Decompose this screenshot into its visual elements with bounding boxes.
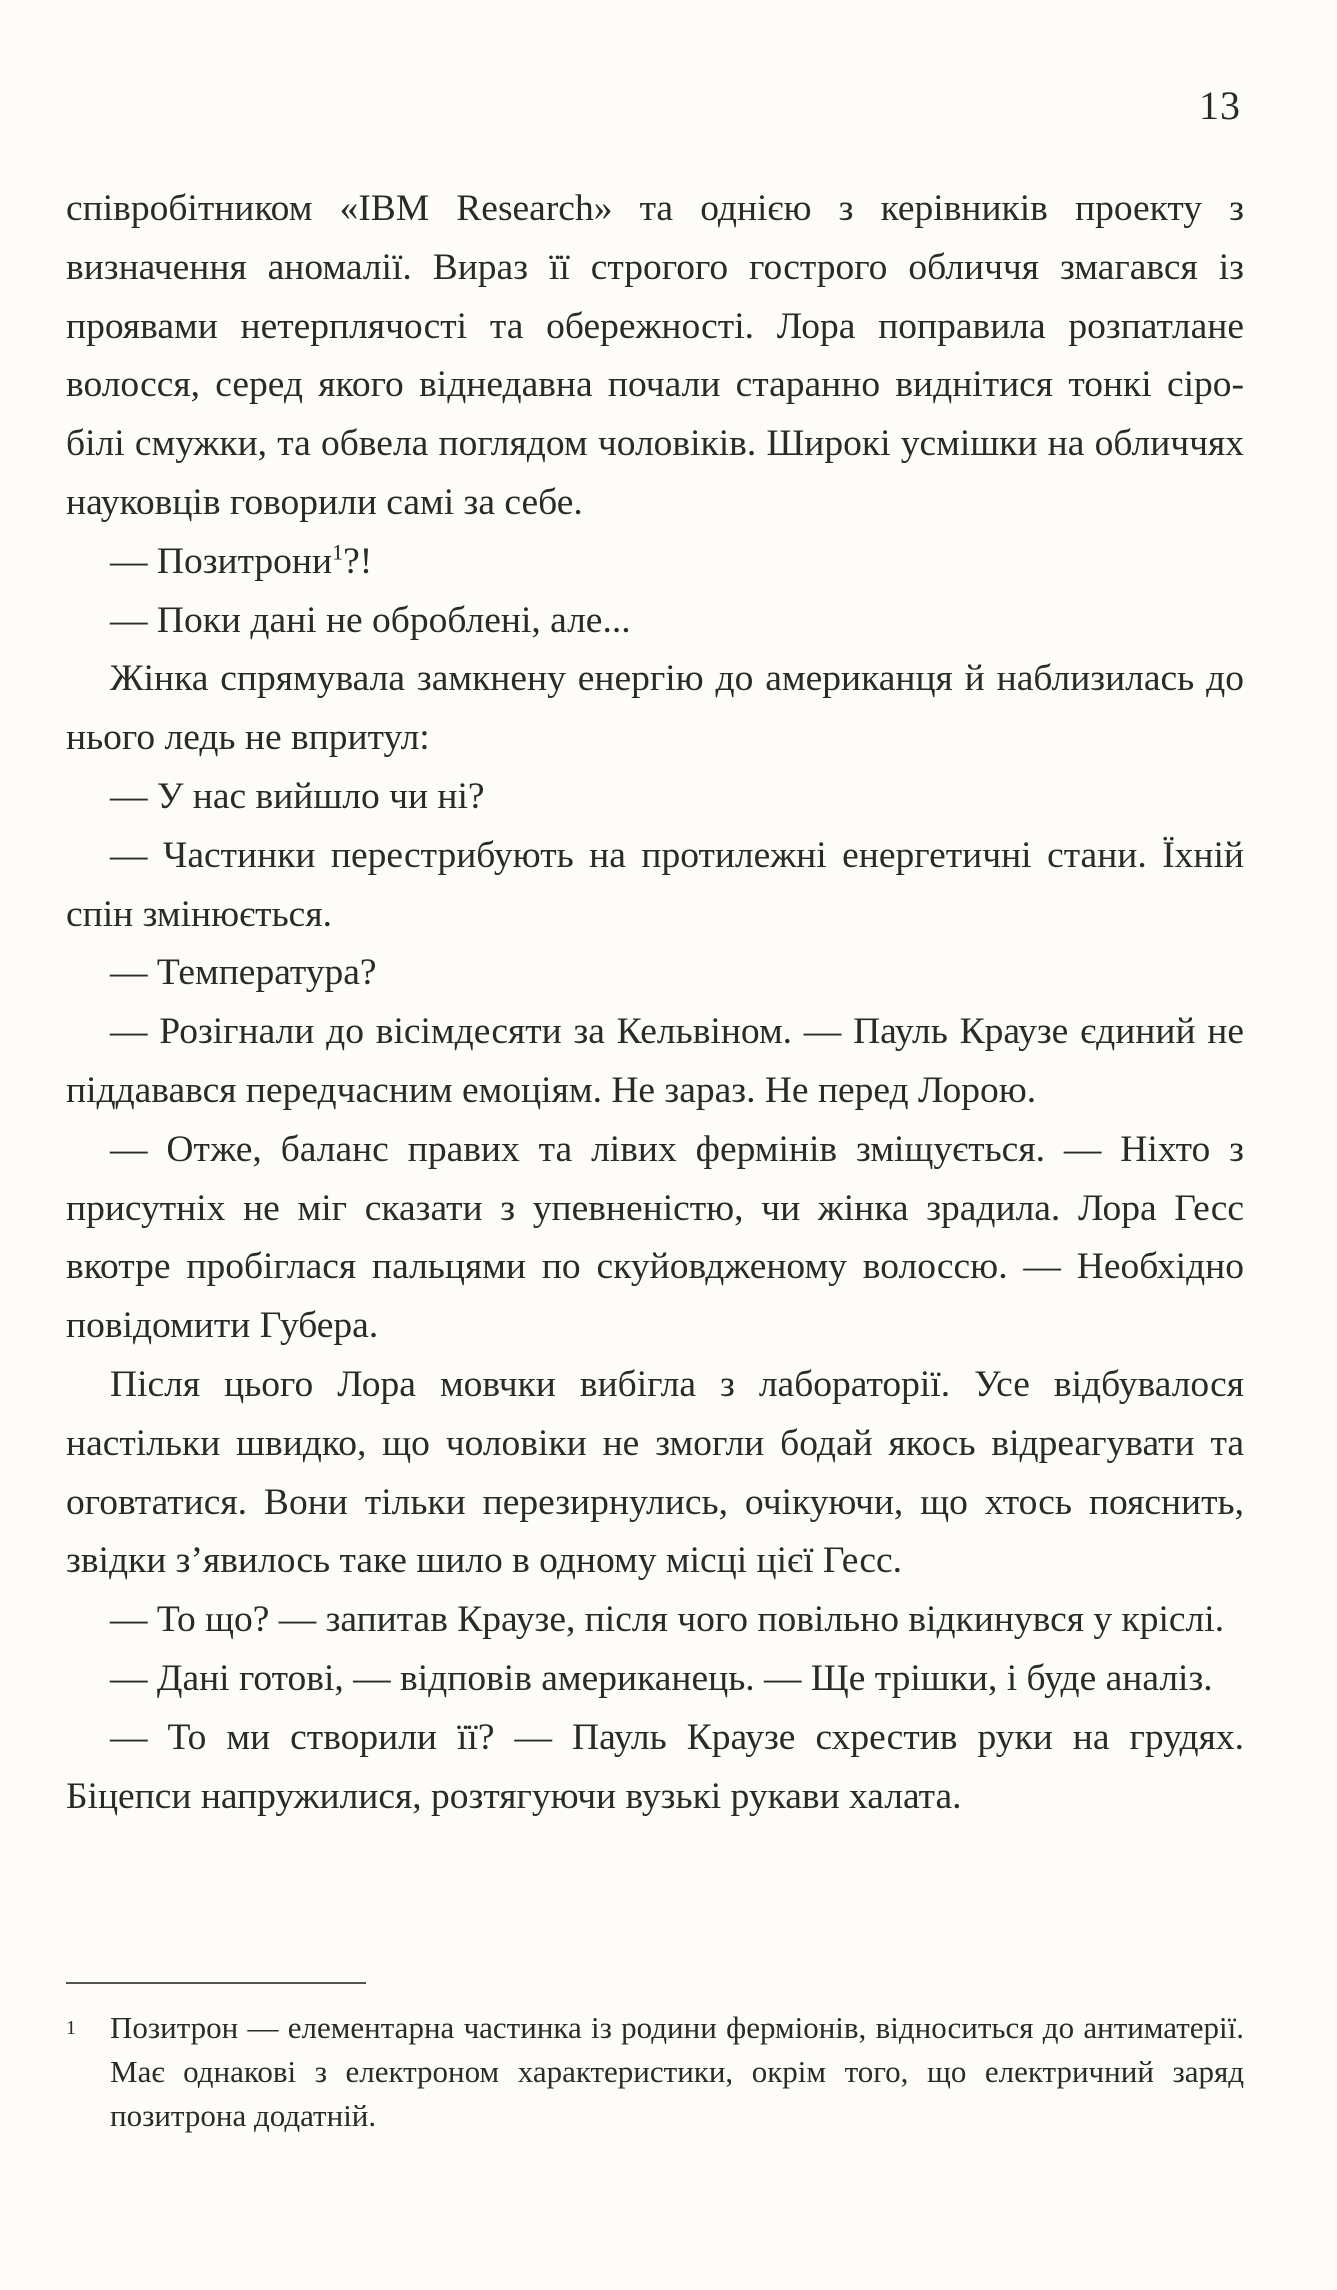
paragraph: Після цього Лора мовчки вибігла з лабораторії. Усе відбувалося настільки швидко, що чоловіки не змогли бодай якось відреагувати та оговтатися. Вони тільки перезирнулись, очікуючи, що хтось пояснить, звідки з’явилось таке шило в одному місці цієї Гесс. [66,1363,1244,1582]
paragraph [66,533,1244,592]
paragraph: — Поки дані не оброблені, але... [110,599,631,641]
paragraph: — Отже, баланс правих та лівих фермінів зміщується. — Ніхто з присутніх не міг сказати з упевненістю, чи жінка зрадила. Лора Гесс вкотре пробіглася пальцями по скуйовдженому волоссю. — Необхідно повідомити Губера. [66,1128,1244,1347]
footnote-reference[interactable]: 1 [332,539,344,565]
paragraph: — То що? — запитав Краузе, після чого повільно відкинувся у кріслі. [110,1599,1225,1641]
footnote-divider [66,1982,366,1984]
footnote-text: Позитрон — елементарна частинка із родини ферміонів, відноситься до антиматерії. Має однакові з електроном характеристики, окрім того, що електричний заряд позитрона додатній. [110,2010,1244,2133]
paragraph: — Розігнали до вісімдесяти за Кельвіном. — Пауль Краузе єдиний не піддавався передчасним емоціям. Не зараз. Не перед Лорою. [66,1011,1244,1111]
page-number: 13 [1199,83,1241,128]
main-text [66,180,1244,1826]
paragraph: — Температура? [110,952,377,994]
punctuation: ?! [343,540,373,582]
paragraph: співробітником «IBM Research» та однією з керівників проекту з визначення аномалії. Вираз її строгого гострого обличчя змагався із проявами нетерплячості та обережності. Лора поправила розпатлане волосся, серед якого віднедавна почали старанно виднітися тонкі сіро-білі смужки, та обвела поглядом чоловіків. Широкі усмішки на обличчях науковців говорили самі за себе. [66,188,1244,523]
paragraph: — То ми створили її? — Пауль Краузе схрестив руки на грудях. Біцепси напружилися, розтягуючи вузькі рукави халата. [66,1716,1244,1817]
paragraph: — Частинки перестрибують на протилежні енергетичні стани. Їхній спін змінюється. [66,834,1244,935]
paragraph: — У нас вийшло чи ні? [110,775,485,817]
footnote [66,2006,1244,2138]
dialogue-line: — Позитрони [110,540,333,582]
paragraph: — Дані готові, — відповів американець. — Ще трішки, і буде аналіз. [110,1657,1213,1699]
paragraph: Жінка спрямувала замкнену енергію до американця й наблизилась до нього ледь не впритул: [66,658,1244,759]
footnote-marker: 1 [66,2017,76,2039]
